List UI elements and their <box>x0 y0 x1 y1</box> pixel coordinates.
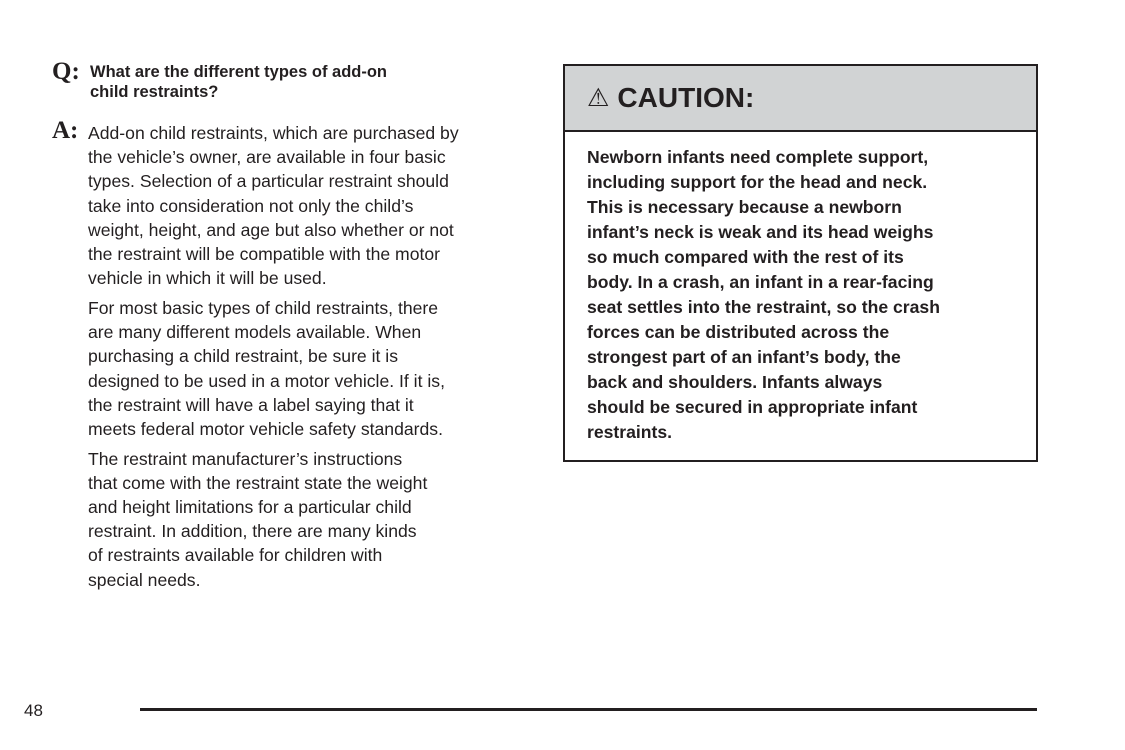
answer-label: A: <box>52 117 79 144</box>
text-line: of restraints available for children with <box>88 545 383 566</box>
text-line: are many different models available. When <box>88 322 422 343</box>
answer-paragraph <box>88 121 459 290</box>
caution-title: CAUTION: <box>617 82 755 113</box>
text-line: restraint. In addition, there are many kinds <box>88 521 417 542</box>
text-line: forces can be distributed across the <box>587 322 890 342</box>
question-text <box>90 63 387 102</box>
text-line: vehicle in which it will be used. <box>88 268 327 289</box>
text-line: Newborn infants need complete support, <box>587 147 929 167</box>
text-line: types. Selection of a particular restraint should <box>88 171 449 192</box>
text-line: including support for the head and neck. <box>587 172 928 192</box>
warning-triangle-icon: ⚠ <box>587 84 610 112</box>
caution-box <box>563 64 1038 462</box>
text-line: the vehicle’s owner, are available in four basic <box>88 147 446 168</box>
question-label: Q: <box>52 58 80 85</box>
text-line: seat settles into the restraint, so the crash <box>587 297 940 317</box>
text-line: that come with the restraint state the weight <box>88 472 428 493</box>
text-line: the restraint will have a label saying that it <box>88 394 414 415</box>
text-line: meets federal motor vehicle safety standards. <box>88 418 443 439</box>
text-line: infant’s neck is weak and its head weighs <box>587 222 934 242</box>
text-line: purchasing a child restraint, be sure it is <box>88 346 398 367</box>
text-line: should be secured in appropriate infant <box>587 397 918 417</box>
text-line: body. In a crash, an infant in a rear-facing <box>587 272 934 292</box>
caution-text <box>565 132 1036 445</box>
text-line: What are the different types of add-on <box>90 63 388 81</box>
caution-header <box>565 66 1036 132</box>
text-line: the restraint will be compatible with the motor <box>88 244 441 265</box>
footer-rule <box>140 708 1037 711</box>
text-line: child restraints? <box>90 82 219 101</box>
text-line: This is necessary because a newborn <box>587 197 902 217</box>
text-line: so much compared with the rest of its <box>587 247 904 267</box>
text-line: The restraint manufacturer’s instructions <box>88 448 403 469</box>
text-line: For most basic types of child restraints, there <box>88 297 439 318</box>
text-line: strongest part of an infant’s body, the <box>587 347 901 367</box>
answer-body <box>88 121 459 597</box>
text-line: designed to be used in a motor vehicle. If it is, <box>88 370 445 391</box>
text-line: and height limitations for a particular child <box>88 497 412 518</box>
text-line: back and shoulders. Infants always <box>587 372 883 392</box>
answer-paragraph <box>88 447 459 592</box>
text-line: special needs. <box>88 569 201 590</box>
text-line: Add-on child restraints, which are purchased by <box>88 123 459 143</box>
text-line: take into consideration not only the child’s <box>88 195 414 216</box>
answer-paragraph <box>88 296 459 441</box>
text-line: weight, height, and age but also whether or not <box>88 219 454 240</box>
text-line: restraints. <box>587 422 673 442</box>
page-number: 48 <box>24 701 43 720</box>
